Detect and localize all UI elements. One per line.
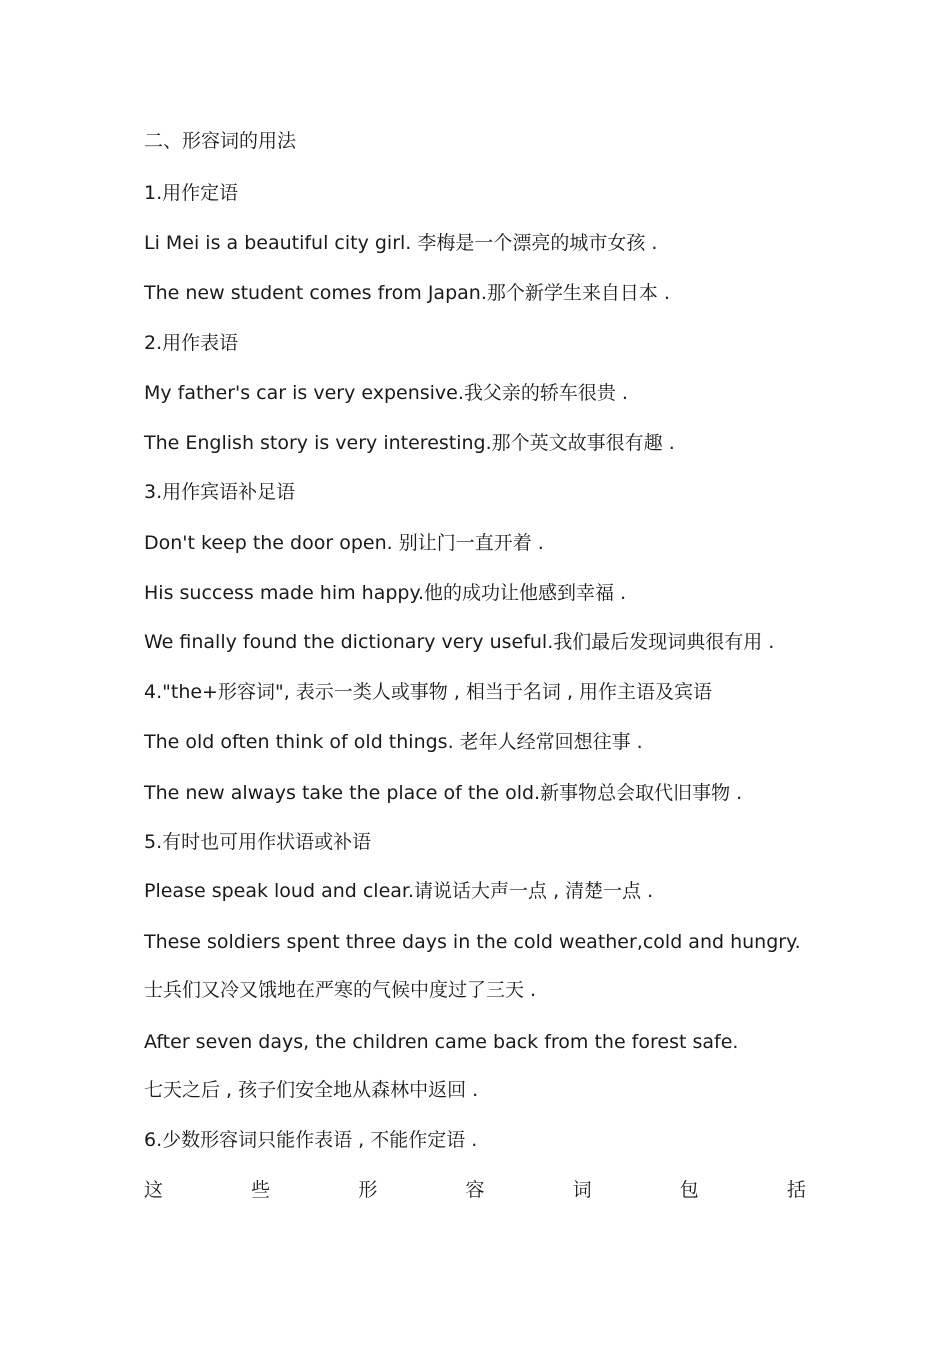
- example-sentence: The English story is very interesting.那个英文故事很有趣 .: [144, 432, 675, 454]
- example-sentence: The new student comes from Japan.那个新学生来自日本 .: [144, 282, 670, 304]
- example-sentence: His success made him happy.他的成功让他感到幸福 .: [144, 582, 627, 604]
- example-sentence: We finally found the dictionary very useful.我们最后发现词典很有用 .: [144, 631, 775, 653]
- char: 容: [465, 1179, 485, 1201]
- char: 这: [144, 1179, 164, 1201]
- example-sentence: Don't keep the door open. 别让门一直开着 .: [144, 532, 544, 554]
- subheading-object-complement: 3.用作宾语补足语: [144, 481, 296, 503]
- example-sentence: Please speak loud and clear.请说话大声一点 , 清楚一点 .: [144, 880, 654, 902]
- example-sentence: After seven days, the children came back from the forest safe.: [144, 1031, 739, 1053]
- subheading-predicative: 2.用作表语: [144, 332, 239, 354]
- char: 括: [786, 1179, 806, 1201]
- example-sentence: The old often think of old things. 老年人经常回想往事 .: [144, 731, 643, 753]
- example-translation: 七天之后 , 孩子们安全地从森林中返回 .: [144, 1079, 479, 1101]
- justified-line: [144, 1177, 806, 1203]
- subheading-predicative-only: 6.少数形容词只能作表语 , 不能作定语 .: [144, 1129, 478, 1151]
- char: 形: [358, 1179, 378, 1201]
- char: 些: [251, 1179, 271, 1201]
- example-translation: 士兵们又冷又饿地在严寒的气候中度过了三天 .: [144, 979, 537, 1001]
- example-sentence: These soldiers spent three days in the cold weather,cold and hungry.: [144, 931, 801, 953]
- section-heading: 二、形容词的用法: [144, 130, 297, 152]
- subheading-attributive: 1.用作定语: [144, 182, 239, 204]
- char: 包: [679, 1179, 699, 1201]
- char: 词: [572, 1179, 592, 1201]
- subheading-the-adjective: 4."the+形容词", 表示一类人或事物 , 相当于名词 , 用作主语及宾语: [144, 681, 713, 703]
- example-sentence: My father's car is very expensive.我父亲的轿车很贵 .: [144, 382, 628, 404]
- subheading-adverbial: 5.有时也可用作状语或补语: [144, 831, 372, 853]
- example-sentence: The new always take the place of the old.新事物总会取代旧事物 .: [144, 782, 743, 804]
- example-sentence: Li Mei is a beautiful city girl. 李梅是一个漂亮的城市女孩 .: [144, 232, 658, 254]
